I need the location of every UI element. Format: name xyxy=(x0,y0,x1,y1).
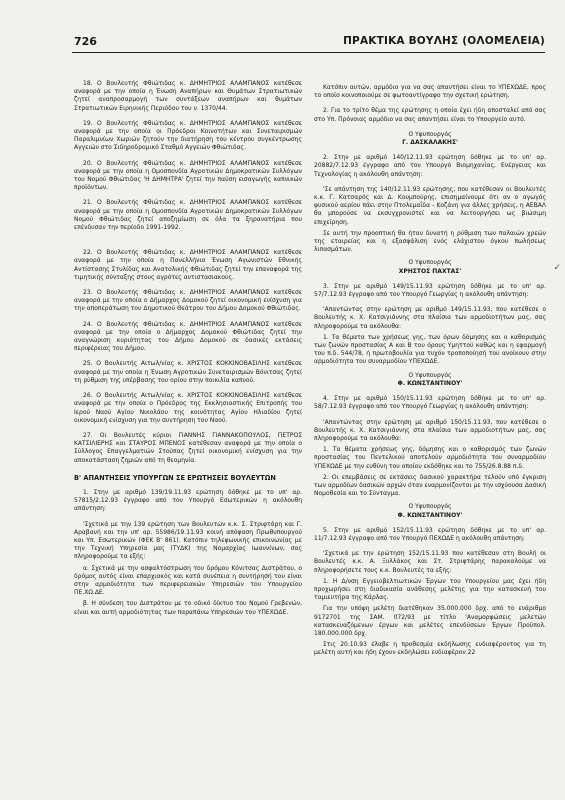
answer-paragraph: 'Απαντώντας στην ερώτηση με αριθμό 149/15.11.93, που κατέθεσε ο Βουλευτής κ. Χ. Κατσιγιάννης στα πλαίσια των αρμοδιοτήτων μας, σας πληροφορούμε τα ακόλουθα: xyxy=(314,306,546,330)
answer-paragraph: Στις 20.10.93 έλαβε η προθεσμία εκδήλωσης ενδιαφέροντος για τη μελέτη αυτή και ήδη έχουν εκδηλώσει ενδιαφέρον 22 xyxy=(314,641,546,657)
signature-role: Ο Υφυπουργός xyxy=(408,371,452,379)
right-column xyxy=(314,84,546,661)
petition-paragraph: 24. Ο Βουλευτής Φθιώτιδας κ. ΔΗΜΗΤΡΙΟΣ ΑΛΑΜΠΑΝΟΣ κατέθεσε αναφορά με την οποία ο Δήμαρχος Δομοκού Φθιώτιδας ζητεί την αναγνώριση κυριότητας του Δήμου Δομοκού σε δασικές εκτάσεις περιφέρειας του Δήμου. xyxy=(74,320,302,353)
petition-paragraph: 21. Ο Βουλευτής Φθιώτιδας κ. ΔΗΜΗΤΡΙΟΣ ΑΛΑΜΠΑΝΟΣ κατέθεσε αναφορά με την οποία η Ομοσπονδία Αγροτικών Δημοκρατικών Συλλόγων Νομού Φθιώτιδας ζητεί αποζημίωση σε όλα τα ξηρανατήρια που επένδυσαν την περίοδο 1991-1992. xyxy=(74,199,302,232)
petition-paragraph: 18. Ο Βουλευτής Φθιώτιδας κ. ΔΗΜΗΤΡΙΟΣ ΑΛΑΜΠΑΝΟΣ κατέθεσε αναφορά με την οποία η Ένωση Αναπήρων και Θυμάτων Στρατιωτικών ζητεί αναπροσαρμογή των συντάξεων αναπήρων και θυμάτων Στρατιωτικών Ειρηνικής Περιόδου του ν. 1370/44. xyxy=(74,80,302,112)
petition-paragraph: 20. Ο Βουλευτής Φθιώτιδας κ. ΔΗΜΗΤΡΙΟΣ ΑΛΑΜΠΑΝΟΣ κατέθεσε αναφορά με την οποία η Ομοσπονδία Αγροτικών Δημοκρατικών Συλλόγων του Νομού Φθιώτιδας 'Η ΔΗΜΗΤΡΑ' ζητεί την παύση εισαγωγής καπνικών προϊόντων. xyxy=(74,159,302,192)
signature-block xyxy=(314,131,546,147)
margin-mark: ✓ xyxy=(553,263,561,273)
petition-paragraph: 19. Ο Βουλευτής Φθιώτιδας κ. ΔΗΜΗΤΡΙΟΣ ΑΛΑΜΠΑΝΟΣ κατέθεσε αναφορά με την οποία οι Πρόεδροι Κοινοτήτων και Συνεταιρισμών Παραλιμνίων Χωριών ζητούν την διατήρηση του κέντρου συγκέντρωσης Αγγειών στο Σιδηροδρομικό Σταθμό Αγγειών Φθιώτιδας. xyxy=(74,119,302,152)
answer-paragraph: 'Σε απάντηση της 140/12.11.93 ερώτησης, που κατέθεσαν οι Βουλευτές κ.κ. Γ. Κατσαρός και Δ. Κουμπούρης, επισημαίνουμε ότι αν ο αγωγός φυσικού αερίου πάει στην Πτολεμαΐδα - Κοζάνη για άλλες χρήσεις, η ΑΕΒΑΛ θα μπορούσε να εκσυγχρονιστεί και να λειτουργήσει ως βιώσιμη επιχείρηση. xyxy=(314,185,546,226)
petition-paragraph: 27. Οι Βουλευτές κύριοι ΓΙΑΝΝΗΣ ΓΙΑΝΝΑΚΟΠΟΥΛΟΣ, ΠΕΤΡΟΣ ΚΑΤΣΙΛΙΕΡΗΣ και ΣΤΑΥΡΟΣ ΜΠΕΝΟΣ κατέθεσαν αναφορά με την οποία ο Σύλλογος Επαγγελματιών Στούπας ζητεί οικονομική ενίσχυση για την αποκατάσταση ζημιών από τη θεομηνία. xyxy=(74,431,302,464)
answer-paragraph: 1. Τα θέματα χρήσεως γης, δόμησης και ο καθορισμός των ζωνών προστασίας του Πεντελικού αποτελούν αρμοδιότητα του συναρμοδίου ΥΠΕΧΩΔΕ με την ευθύνη του οποίου εκδόθηκε και το 755/26.8.88 π.δ. xyxy=(314,446,546,470)
signature-role: Ο Υφυπουργός xyxy=(408,503,452,511)
answer-paragraph: Κατόπιν αυτών, αρμόδιο για να σας απαντήσει είναι το ΥΠΕΧΩΔΕ, προς το οποίο κοινοποιούμε σε φωτοαντίγραφο την σχετική ερώτηση. xyxy=(314,84,546,100)
signature-name: Φ. ΚΩΝΣΤΑΝΤΙΝΟΥ' xyxy=(397,511,463,519)
answer-paragraph: 'Σχετικά με την ερώτηση 152/15.11.93 που κατέθεσαν στη Βουλή οι Βουλευτές κ.κ. Α. Ξυλλάκος και Στ. Στριφτάρης παρακαλούμε να πληροφορήσετε τους κ.κ. Βουλευτές τα εξής: xyxy=(314,550,546,574)
left-column xyxy=(74,80,302,620)
answer-paragraph: Για την υπόψη μελέτη διατέθηκαν 35.000.000 δρχ. από το ενάριθμο 9172701 της ΣΑΜ. 072/93 με τίτλο 'Αναμορφώσεις μελετών κατασκευαζόμενων έργων και μελέτες επενδύσεων Έργων Προϋπολ. 180.000.000 δρχ. xyxy=(314,605,546,637)
signature-name: Γ. ΔΑΣΚΑΛΑΚΗΣ' xyxy=(402,139,458,147)
petition-paragraph: 25. Ο Βουλευτής Αιτωλ/νίας κ. ΧΡΙΣΤΟΣ ΚΟΚΚΙΝΟΒΑΣΙΛΗΣ κατέθεσε αναφορά με την οποία η Ένωση Αγροτικών Συνεταιρισμών Βόνιτσας ζητεί τη ρύθμιση της υπέρβασης του ορίου στην ποικιλία καπνού. xyxy=(74,360,302,384)
section-title: Β' ΑΠΑΝΤΗΣΕΙΣ ΥΠΟΥΡΓΩΝ ΣΕ ΕΡΩΤΗΣΕΙΣ ΒΟΥΛΕΥΤΩΝ xyxy=(74,473,276,482)
signature-role: Ο Υφυπουργός xyxy=(408,259,452,267)
answer-paragraph: 4. Στην με αριθμό 150/15.11.93 ερώτηση δόθηκε με το υπ' αρ. 58/7.12.93 έγγραφο από τον Υπουργό Γεωργίας η ακόλουθη απάντηση: xyxy=(314,395,546,411)
answer-paragraph: 3. Στην με αριθμό 149/15.11.93 ερώτηση δόθηκε με το υπ' αρ. 57/7.12.93 έγγραφο από τον Υπουργό Γεωργίας η ακόλουθη απάντηση: xyxy=(314,282,546,299)
signature-block xyxy=(314,259,546,275)
petition-paragraph: 23. Ο Βουλευτής Φθιώτιδας κ. ΔΗΜΗΤΡΙΟΣ ΑΛΑΜΠΑΝΟΣ κατέθεσε αναφορά με την οποία ο Δήμαρχος Δομοκού ζητεί οικονομική ενίσχυση για την αποπεράτωση του Δημοτικού Θεάτρου του Δήμου Δομοκού Φθιώτιδας. xyxy=(74,289,302,313)
answer-paragraph: 2. Στην με αριθμό 140/12.11.93 ερώτηση δόθηκε με το υπ' αρ. 20882/7.12.93 έγγραφο από τον Υπουργό Βιομηχανίας, Ενέργειας και Τεχνολογίας η ακόλουθη απάντηση: xyxy=(314,154,546,178)
signature-role: Ο Υφυπουργός xyxy=(408,130,452,138)
signature-name: Φ. ΚΩΝΣΤΑΝΤΙΝΟΥ' xyxy=(397,379,463,387)
signature-block xyxy=(314,503,546,519)
page-number: 726 xyxy=(74,35,97,48)
petition-paragraph: 26. Ο Βουλευτής Αιτωλ/νίας κ. ΧΡΙΣΤΟΣ ΚΟΚΚΙΝΟΒΑΣΙΛΗΣ κατέθεσε αναφορά με την οποία ο Πρόεδρος της Εκκλησιαστικής Επιτροπής του Ιερού Ναού Αγίου Νικολάου της κοινότητας Αγίου Ηλιαδίου ζητεί οικονομική ενίσχυση για την συντήρηση του Ναού. xyxy=(74,392,302,424)
answer-paragraph: 1. Η Δ/νση Εγγειοβελτιωτικών Έργων του Υπουργείου μας έχει ήδη προχωρήσει στη διαδικασία ανάθεσης μελέτης για την κατασκευή του ταμιευτήρα της Κάρλας. xyxy=(314,577,546,602)
answer-paragraph: 1. Τα θέματα των χρήσεως γης, των όρων δόμησης και ο καθορισμός των ζωνών προστασίας Α και Β του όρους Υμηττού καθώς και η εφαρμογή του π.δ. 544/78, ή πρωτοβουλία για τυχόν τροποποίησή του ανοίκουν στην αρμοδιότητα του συναρμοδίου ΥΠΕΧΩΔΕ. xyxy=(314,333,546,366)
signature-block xyxy=(314,372,546,388)
answer-paragraph: 'Απαντώντας στην ερώτηση με αριθμό 150/15.11.93, που κατέθεσε ο Βουλευτής κ. Χ. Κατσιγιάννης στα πλαίσια των αρμοδιοτήτων μας, σας πληροφορούμε τα ακόλουθα: xyxy=(314,418,546,442)
answer-paragraph: 'Σχετικά με την 139 ερώτηση των Βουλευτών κ.κ. Σ. Στριφτάρη και Γ. Αραβανή και την υπ' αρ. 55986/19.11.93 κοινή απόφαση Πρωθυπουργού και Υπ. Εσωτερικών (ΦΕΚ Β' 861). Κατόπιν τηλεφωνικής επικοινωνίας με την Τεχνική Υπηρεσία μας (ΤΥΔΚ) της Νομαρχίας Ιωαννίνων, σας πληροφορούμε τα εξής: xyxy=(74,520,302,561)
header-rule xyxy=(72,52,545,53)
answer-paragraph: β. Η σύνδεση του Διστράτου με το οδικό δίκτυο του Νομού Γρεβενών, είναι και αυτή αρμοδιότητας των παραπάνω Υπηρεσιών του ΥΠΕΧΩΔΕ. xyxy=(74,600,302,616)
signature-name: ΧΡΗΣΤΟΣ ΠΑΧΤΑΣ' xyxy=(398,267,462,275)
answer-paragraph: 5. Στην με αριθμό 152/15.11.93 ερώτηση δόθηκε με το υπ' αρ. 11/7.12.93 έγγραφο από τον Υπουργό ΠΕΧΩΔΕ η ακόλουθη απάντηση: xyxy=(314,526,546,542)
answer-paragraph: α. Σχετικά με την ασφαλτόστρωση του δρόμου Κόνιτσας Διστράτου, ο δρόμος αυτός είναι επαρχιακός και κατά συνέπεια η συντήρησή του είναι στην αρμοδιότητα των περιφερειακών Υπηρεσιών του Υπουργείου ΠΕ.ΧΩ.ΔΕ. xyxy=(74,564,302,597)
running-title: ΠΡΑΚΤΙΚΑ ΒΟΥΛΗΣ (ΟΛΟΜΕΛΕΙΑ) xyxy=(343,35,545,47)
answer-paragraph: 2. Οι επεμβάσεις σε εκτάσεις δασικού χαρακτήρα τελούν υπό έγκριση των αρμοδίων δασικών αρχών όταν εναρμονίζονται με την ισχύουσα Δασική Νομοθεσία και το Σύνταγμα. xyxy=(314,473,546,498)
answer-paragraph: 2. Για το τρίτο θέμα της ερώτησης η οποία έχει ήδη αποσταλεί από σας στο Υπ. Πρόνοιας αρμόδιο να σας απαντήσει είναι το Υπουργείο αυτό. xyxy=(314,107,546,123)
paragraph-gap xyxy=(74,239,302,249)
answer-paragraph: 1. Στην με αριθμό 139/19.11.93 ερώτηση δόθηκε με το υπ' αρ. 57815/2.12.93 έγγραφο από τον Υπουργό Εσωτερικών η ακόλουθη απάντηση: xyxy=(74,488,302,513)
answer-paragraph: Σε αυτή την προοπτική θα ήταν δυνατή η ρύθμιση των παλαιών χρεών της εταιρείας και η εξασφάλιση ενός ελάχιστου όγκου πωλήσεως λιπασμάτων. xyxy=(314,229,546,254)
petition-paragraph: 22. Ο Βουλευτής Φθιώτιδας κ. ΔΗΜΗΤΡΙΟΣ ΑΛΑΜΠΑΝΟΣ κατέθεσε αναφορά με την οποία η Πανελλήνια Ένωση Αγωνιστών Εθνικής Αντίστασης Στυλίδας και Ανατολικής Φθιώτιδας ζητεί την επαναφορά της τιμητικής σύνταξης στους αγρότες αντιστασιακούς. xyxy=(74,249,302,281)
